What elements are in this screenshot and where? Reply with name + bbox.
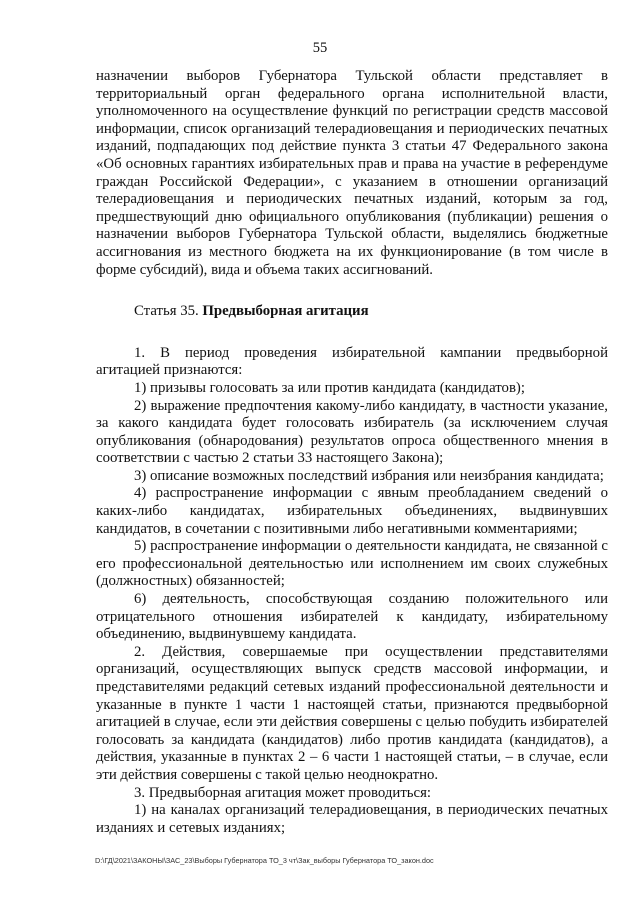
- article-heading: [96, 303, 608, 321]
- paragraph: 3. Предвыборная агитация может проводиться:: [134, 784, 432, 801]
- intro-paragraph: назначении выборов Губернатора Тульской области представляет в территориальный орган федерального органа исполнительной власти, уполномоченного на осуществление функций по регистрации средств массовой информации, список организаций телерадиовещания и периодических печатных изданий, подпадающих под действие пункта 3 статьи 47 Федерального закона «Об основных гарантиях избирательных прав и права на участие в референдуме граждан Российской Федерации», с указанием в отношении организаций телерадиовещания и периодических печатных изданий, которым за год, предшествующий дню официального опубликования (публикации) решения о назначении выборов Губернатора Тульской области, выделялись бюджетные ассигнования из местного бюджета на их функционирование (в том числе в форме субсидий), вида и объема таких ассигнований.: [96, 68, 608, 278]
- footer-file-path: D:\ГД\2021\ЗАКОНЫ\ЗАС_23\Выборы Губернатора ТО_3 чт\Зак_выборы Губернатора ТО_закон.doc: [95, 856, 434, 865]
- paragraph: 2. Действия, совершаемые при осуществлении представителями организаций, осуществляющих выпуск средств массовой информации, и представителями редакций сетевых изданий профессиональной деятельности и указанные в пункте 1 части 1 настоящей статьи, признаются предвыборной агитацией в случае, если эти действия совершены с целью побудить избирателей голосовать за кандидата (кандидатов) либо против кандидата (кандидатов), а действия, указанные в пунктах 2 – 6 части 1 настоящей статьи, – в случае, если эти действия совершены с такой целью неоднократно.: [96, 643, 609, 783]
- paragraph: 2) выражение предпочтения какому-либо кандидату, в частности указание, за какого кандидата будет голосовать избиратель (за исключением случая опубликования (обнародования) результатов опроса общественного мнения в соответствии с частью 2 статьи 33 настоящего Закона);: [96, 397, 608, 467]
- paragraph: 4) распространение информации с явным преобладанием сведений о каких-либо кандидатах, избирательных объединениях, выдвинувших кандидатов, в сочетании с позитивными либо негативными комментариями;: [96, 485, 608, 537]
- page-number: 55: [312, 40, 328, 56]
- document-body: [96, 68, 608, 837]
- paragraph: 1) на каналах организаций телерадиовещания, в периодических печатных изданиях и сетевых изданиях;: [96, 802, 608, 836]
- paragraph: 1) призывы голосовать за или против кандидата (кандидатов);: [134, 379, 525, 396]
- paragraph: 5) распространение информации о деятельности кандидата, не связанной с его профессиональной деятельностью или исполнением им своих служебных (должностных) обязанностей;: [96, 538, 608, 590]
- paragraph: 6) деятельность, способствующая созданию положительного или отрицательного отношения избирателей к кандидату, избирательному объединению, выдвинувшему кандидата.: [96, 591, 608, 643]
- paragraph: 3) описание возможных последствий избрания или неизбрания кандидата;: [134, 467, 604, 484]
- paragraph: 1. В период проведения избирательной кампании предвыборной агитацией признаются:: [96, 344, 608, 379]
- article-title: Предвыборная агитация: [202, 303, 369, 320]
- article-number: Статья 35.: [134, 303, 203, 320]
